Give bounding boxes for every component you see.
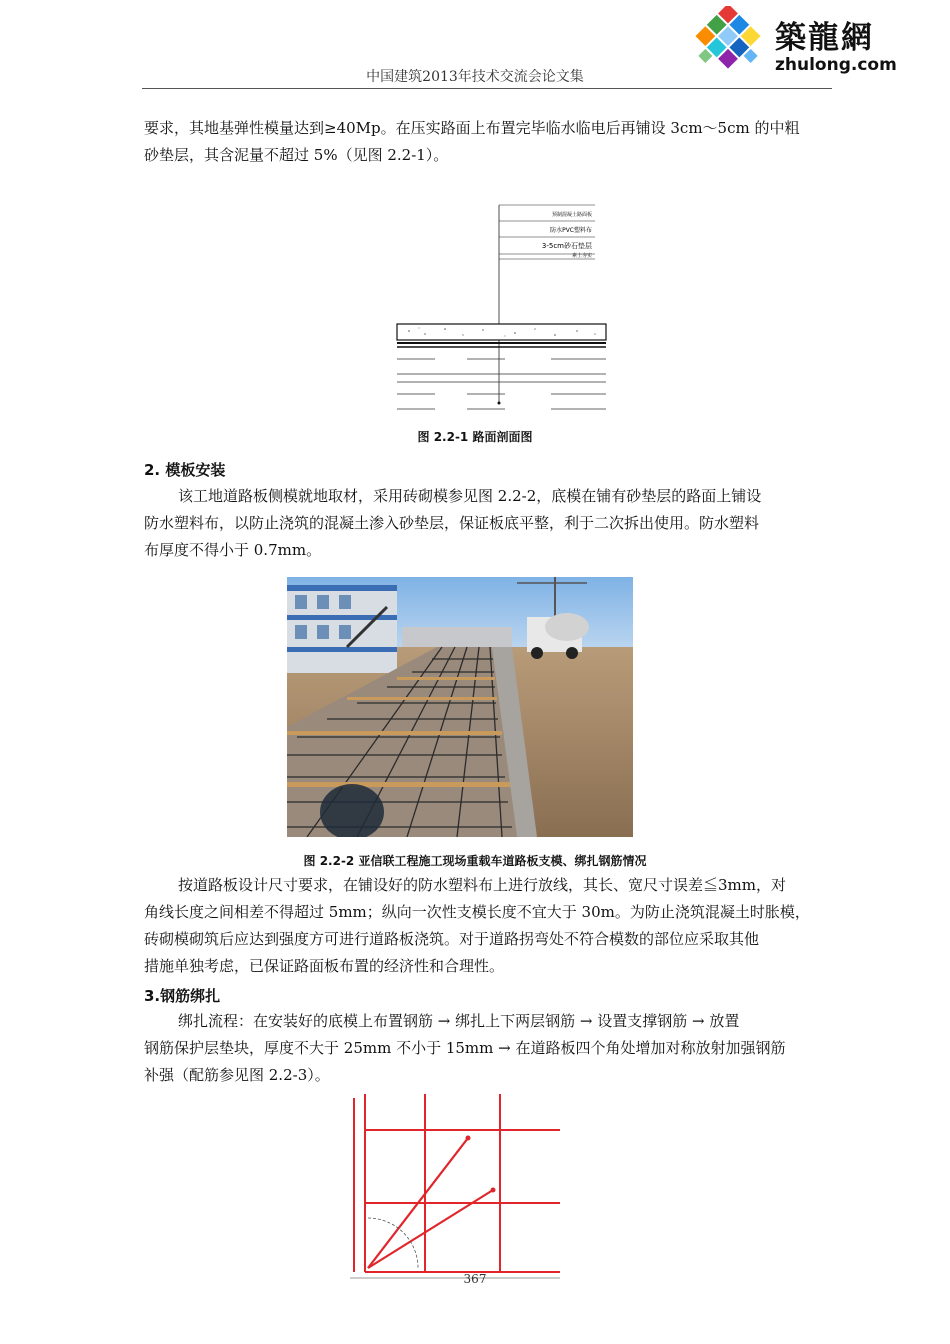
text-line: 要求，其地基弹性模量达到≥40Mp。在压实路面上布置完毕临水临电后再铺设 3cm～5cm 的中粗 bbox=[144, 119, 800, 137]
leader-dot bbox=[498, 402, 501, 405]
header-divider bbox=[142, 88, 832, 89]
logo-chinese-text: 築龍網 bbox=[775, 20, 874, 56]
layout-paragraph bbox=[144, 872, 834, 980]
corner-rebar-diagram bbox=[350, 1090, 565, 1280]
figure-2-2-1-caption: 图 2.2-1 路面剖面图 bbox=[417, 430, 533, 444]
text-line: 补强（配筋参见图 2.2-3）。 bbox=[144, 1066, 330, 1084]
text-line: 角线长度之间相差不得超过 5mm；纵向一次性支模长度不宜大于 30m。为防止浇筑混凝土时胀模， bbox=[144, 903, 810, 921]
rebar-hook bbox=[491, 1188, 496, 1193]
concrete-slab-layer bbox=[397, 324, 606, 340]
intro-paragraph bbox=[144, 115, 834, 169]
text-line: 钢筋保护层垫块，厚度不大于 25mm 不小于 15mm → 在道路板四个角处增加对称放射加强钢筋 bbox=[144, 1039, 786, 1057]
text-line: 布厚度不得小于 0.7mm。 bbox=[144, 541, 322, 559]
logo-english-text: zhulong.com bbox=[775, 55, 897, 75]
text-line: 按道路板设计尺寸要求，在铺设好的防水塑料布上进行放线，其长、宽尺寸误差≦3mm，对 bbox=[178, 876, 786, 894]
rebar-hook bbox=[466, 1136, 471, 1141]
angle-arc bbox=[368, 1218, 418, 1268]
text-line: 绑扎流程：在安装好的底模上布置钢筋 → 绑扎上下两层钢筋 → 设置支撑钢筋 → 放置 bbox=[178, 1012, 740, 1030]
layer-label-sand: 3-5cm砂石垫层 bbox=[541, 242, 592, 250]
text-line: 该工地道路板侧模就地取材，采用砖砌模参见图 2.2-2，底模在铺有砂垫层的路面上铺设 bbox=[178, 487, 762, 505]
layer-label-soil: 素土夯实 bbox=[571, 253, 592, 259]
section-3-paragraph bbox=[144, 1008, 834, 1089]
text-line: 砂垫层，其含泥量不超过 5%（见图 2.2-1）。 bbox=[144, 146, 449, 164]
text-line: 防水塑料布，以防止浇筑的混凝土渗入砂垫层，保证板底平整，利于二次拆出使用。防水塑料 bbox=[144, 514, 760, 532]
layer-label-pvc: 防水PVC塑料布 bbox=[550, 227, 592, 234]
distant-building bbox=[402, 627, 512, 647]
layer-label-slab: 预制混凝土路面板 bbox=[551, 212, 592, 218]
section-2-paragraph bbox=[144, 483, 834, 564]
text-line: 砖砌模砌筑后应达到强度方可进行道路板浇筑。对于道路拐弯处不符合模数的部位应采取其他 bbox=[144, 930, 760, 948]
figure-2-2-2-caption: 图 2.2-2 亚信联工程施工现场重载车道路板支模、绑扎钢筋情况 bbox=[303, 854, 647, 868]
page-number: 367 bbox=[463, 1272, 487, 1286]
section-2-heading: 2. 模板安装 bbox=[144, 461, 226, 479]
construction-site-photo bbox=[287, 577, 633, 837]
page-header-title: 中国建筑2013年技术交流会论文集 bbox=[366, 69, 584, 85]
section-3-heading: 3.钢筋绑扎 bbox=[144, 987, 221, 1005]
text-line: 措施单独考虑，已保证路面板布置的经济性和合理性。 bbox=[144, 957, 505, 975]
road-section-diagram bbox=[395, 203, 610, 413]
